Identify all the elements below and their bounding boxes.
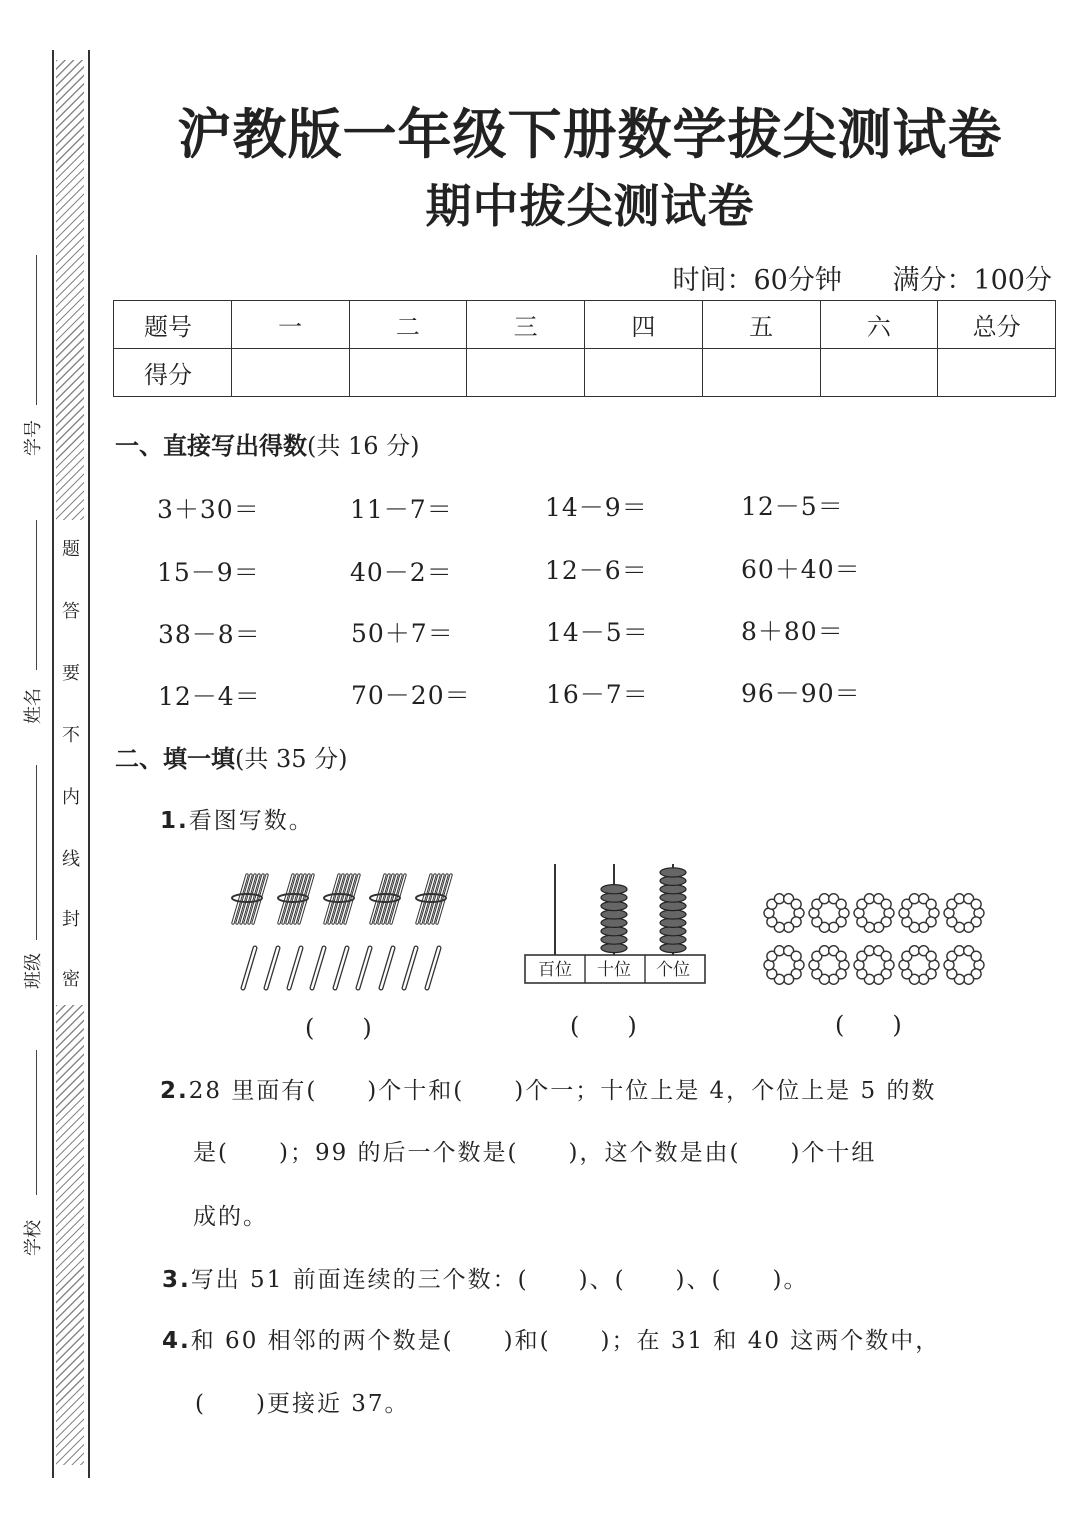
abacus-bead [660, 868, 686, 877]
calc-item: 16－7＝ [546, 680, 649, 709]
abacus-place-label: 个位 [656, 960, 690, 980]
question-number: 3. [162, 1267, 191, 1293]
bead [881, 899, 891, 909]
bead [954, 946, 964, 956]
score-input-cell[interactable] [585, 349, 703, 397]
question-text: 写出 51 前面连续的三个数：( )、( )、( )。 [190, 1267, 809, 1293]
bead [864, 894, 874, 904]
calc-item: 38－8＝ [158, 620, 261, 649]
score-input-cell[interactable] [938, 349, 1056, 397]
bead-ring [809, 946, 849, 985]
question-3 [162, 1261, 808, 1294]
calc-item: 96－90＝ [741, 679, 861, 708]
question-number: 4. [162, 1328, 191, 1354]
answer-blank-sticks[interactable]: ( ) [305, 1014, 372, 1042]
bead-ring [854, 946, 894, 985]
calc-item: 14－9＝ [545, 493, 648, 522]
seal-char: 要 [62, 663, 80, 684]
bead-ring [764, 894, 804, 933]
calc-item: 50＋7＝ [351, 619, 454, 648]
seal-char: 内 [62, 787, 80, 808]
binding-line-inner [88, 50, 90, 1478]
name-label: 姓名 [23, 688, 44, 724]
seal-char: 密 [62, 969, 80, 990]
bead [964, 922, 974, 932]
bead [919, 974, 929, 984]
bead [964, 974, 974, 984]
section1-title [115, 426, 420, 461]
bead [819, 894, 829, 904]
exam-meta [641, 258, 1053, 297]
bead-ring [944, 946, 984, 985]
score-input-cell[interactable] [231, 349, 349, 397]
student-id-fill-line [36, 255, 37, 405]
stick-bundle [232, 875, 267, 923]
score-input-cell[interactable] [702, 349, 820, 397]
seal-char: 题 [62, 539, 80, 560]
bead [791, 951, 801, 961]
bead [791, 899, 801, 909]
bead [819, 946, 829, 956]
section1-points: (共 16 分) [307, 432, 420, 460]
score-cell: 一 [231, 301, 349, 349]
single-stick-highlight [335, 948, 347, 988]
single-stick-highlight [358, 948, 370, 988]
bead [829, 974, 839, 984]
answer-blank-rings[interactable]: ( ) [835, 1011, 902, 1039]
exam-time: 时间：60分钟 [672, 265, 842, 296]
bead-ring [854, 894, 894, 933]
score-cell: 二 [349, 301, 467, 349]
calc-item: 70－20＝ [351, 681, 471, 710]
score-table [113, 300, 1056, 397]
school-fill-line [36, 1050, 37, 1195]
bead [971, 899, 981, 909]
bead [954, 894, 964, 904]
question-text: 看图写数。 [188, 808, 314, 834]
bead-ring [944, 894, 984, 933]
question-2-line3: 成的。 [193, 1204, 268, 1230]
single-stick-highlight [289, 948, 301, 988]
score-input-cell[interactable] [349, 349, 467, 397]
seal-char: 线 [62, 849, 80, 870]
bead [926, 951, 936, 961]
abacus-picture [520, 860, 710, 990]
bead [836, 951, 846, 961]
class-label: 班级 [23, 953, 44, 989]
abacus-place-label: 十位 [597, 960, 631, 980]
bead [774, 894, 784, 904]
calc-item: 14－5＝ [546, 618, 649, 647]
exam-full-score: 满分：100分 [892, 265, 1052, 296]
bead-ring [899, 946, 939, 985]
section2-points: (共 35 分) [235, 745, 348, 773]
question-text: 28 里面有( )个十和( )个一；十位上是 4，个位上是 5 的数 [188, 1078, 937, 1104]
single-stick-highlight [381, 948, 393, 988]
bead-rings-picture [760, 885, 1000, 995]
seal-char: 封 [62, 909, 80, 930]
stick-bundle [370, 875, 405, 923]
score-cell: 三 [467, 301, 585, 349]
score-table-score-row [114, 349, 1056, 397]
student-id-label: 学号 [23, 420, 44, 456]
section1-heading: 一、直接写出得数 [115, 432, 307, 460]
stick-bundle [278, 875, 313, 923]
bead [919, 922, 929, 932]
calc-item: 8＋80＝ [741, 617, 844, 646]
score-input-cell[interactable] [820, 349, 938, 397]
bead-ring [764, 946, 804, 985]
calc-item: 3＋30＝ [157, 495, 260, 524]
bead [836, 899, 846, 909]
stick-bundles-picture [225, 865, 465, 995]
bead [774, 946, 784, 956]
class-fill-line [36, 765, 37, 940]
bead [909, 894, 919, 904]
bead [971, 951, 981, 961]
question-text: 和 60 相邻的两个数是( )和( )；在 31 和 40 这两个数中， [190, 1328, 941, 1354]
question-number: 2. [160, 1078, 189, 1104]
bead [784, 922, 794, 932]
single-stick-highlight [266, 948, 278, 988]
page-subtitle: 期中拔尖测试卷 [425, 179, 755, 233]
abacus-place-label: 百位 [538, 960, 572, 980]
question-2 [160, 1072, 936, 1105]
bead-ring [899, 894, 939, 933]
bead [881, 951, 891, 961]
question-1 [160, 802, 314, 835]
question-4 [162, 1322, 940, 1355]
stick-bundle [416, 875, 451, 923]
score-cell: 六 [820, 301, 938, 349]
name-fill-line [36, 520, 37, 670]
bead [864, 946, 874, 956]
single-stick-highlight [312, 948, 324, 988]
calc-item: 12－5＝ [741, 492, 844, 521]
bead [909, 946, 919, 956]
question-4-line2: ( )更接近 37。 [195, 1391, 410, 1417]
question-2-line2: 是( )；99 的后一个数是( )，这个数是由( )个十组 [193, 1140, 877, 1166]
calc-item: 11－7＝ [350, 495, 453, 524]
score-cell: 题号 [114, 301, 232, 349]
calc-item: 12－4＝ [158, 682, 261, 711]
question-number: 1. [160, 808, 189, 834]
score-row-label: 得分 [114, 349, 232, 397]
score-cell: 总分 [938, 301, 1056, 349]
binding-hatch-bottom [56, 1005, 84, 1465]
calc-item: 40－2＝ [350, 558, 453, 587]
single-stick-highlight [243, 948, 255, 988]
binding-hatch-top [56, 60, 84, 520]
stick-bundle [324, 875, 359, 923]
bead [874, 922, 884, 932]
seal-char: 答 [62, 601, 80, 622]
score-input-cell[interactable] [467, 349, 585, 397]
section2-title [115, 739, 348, 774]
school-label: 学校 [23, 1220, 44, 1256]
score-cell: 四 [585, 301, 703, 349]
section2-heading: 二、填一填 [115, 745, 235, 773]
seal-char: 不 [62, 725, 80, 746]
calc-item: 12－6＝ [545, 556, 648, 585]
binding-line-outer [52, 50, 54, 1478]
page-title: 沪教版一年级下册数学拔尖测试卷 [177, 103, 1003, 166]
score-table-header-row [114, 301, 1056, 349]
single-stick-highlight [404, 948, 416, 988]
calc-item: 60＋40＝ [741, 555, 861, 584]
bead [829, 922, 839, 932]
answer-blank-abacus[interactable]: ( ) [570, 1012, 637, 1040]
bead [874, 974, 884, 984]
bead [926, 899, 936, 909]
abacus-bead [601, 885, 627, 894]
calc-item: 15－9＝ [157, 558, 260, 587]
bead-ring [809, 894, 849, 933]
single-stick-highlight [427, 948, 439, 988]
bead [784, 974, 794, 984]
score-cell: 五 [702, 301, 820, 349]
